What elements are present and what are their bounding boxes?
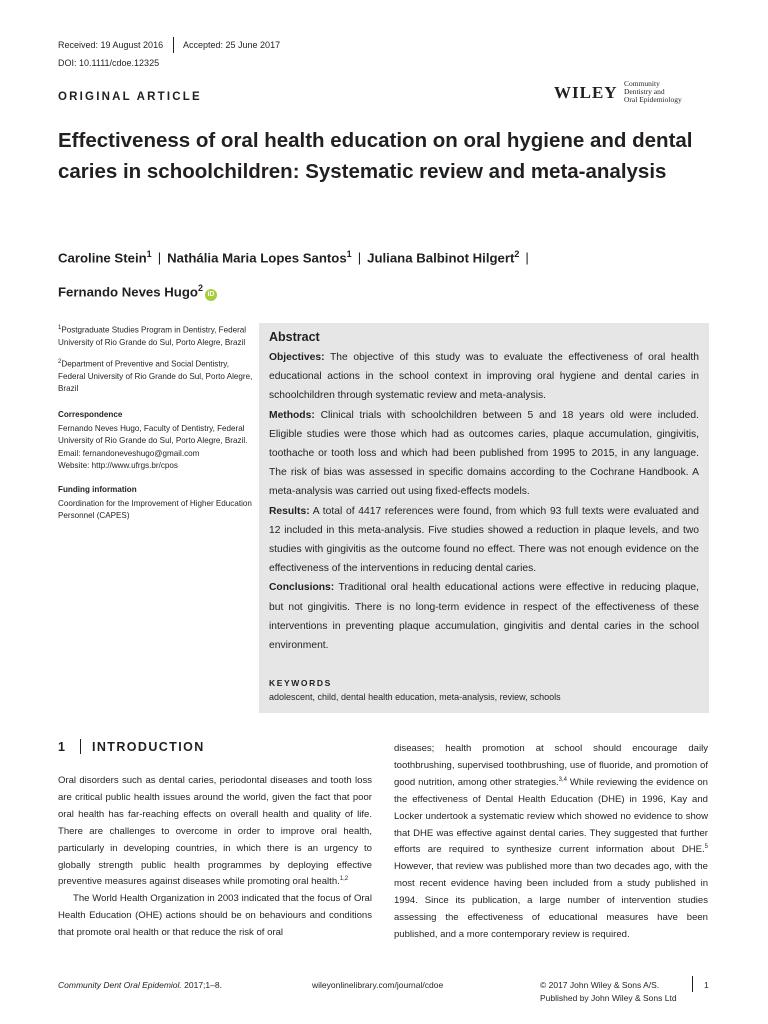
author-name[interactable]: Nathália Maria Lopes Santos [167, 250, 347, 266]
author-affiliation-mark: 1 [146, 249, 152, 259]
footer-volume: 2017;1–8. [184, 980, 222, 990]
section-divider [80, 739, 81, 754]
journal-logo-line: Oral Epidemiology [624, 95, 682, 104]
author-separator: | [357, 250, 362, 266]
accepted-date: Accepted: 25 June 2017 [183, 40, 281, 50]
author-separator: | [157, 250, 162, 266]
abstract-heading: Abstract [269, 330, 320, 344]
abstract-conclusions: Conclusions: Traditional oral health educational actions were effective in reducing plaque, but not gingivitis. There is no long-term evidence in respect of the effectiveness of these interventions in preventing plaque accumulation, gingivitis and dental caries in the school environment. [269, 582, 699, 652]
abstract-objectives: Objectives: The objective of this study was to evaluate the effectiveness of oral health educational actions in the school context in improving oral hygiene and dental caries in schoolchildren through systematic review and meta-analysis. [269, 352, 699, 402]
keywords-heading: KEYWORDS [269, 678, 332, 688]
journal-logo-line: Dentistry and [624, 87, 665, 96]
author-list [58, 239, 698, 308]
author-name[interactable]: Caroline Stein [58, 250, 147, 266]
correspondence-heading: Correspondence [58, 410, 123, 420]
journal-logo-line: Community [624, 79, 660, 88]
abstract-body [269, 348, 699, 655]
correspondence [58, 409, 258, 472]
wiley-logo: WILEY [554, 83, 618, 102]
affiliation-1: $^1$Postgraduate Studies Program in Dentistry, Federal University of Rio Grande do Sul, Porto Alegre, Brazil [58, 325, 247, 348]
keywords-list: adolescent, child, dental health education, meta-analysis, review, schools [269, 692, 561, 702]
abstract-methods: Methods: Clinical trials with schoolchildren between 5 and 18 years old were included. Eligible studies were those which had as outcomes caries, plaque accumulation, gingivitis, toothache or tooth loss and which had been published from 1995 to 2015, in any language. The risk of bias was assessed in specific domains according to the Cochrane Handbook. A meta-analysis was carried out using fixed-effects models. [269, 409, 699, 498]
intro-paragraph: Oral disorders such as dental caries, periodontal diseases and tooth loss are critical public health issues around the world, given the fact that poor oral health has far-reaching effects on overall health and quality of life. There are challenges to overcome in order to improve oral health, particularly in developing countries, in which there is an urgency to globally strength public health programmes by deploying effective preventive measures against diseases while promoting oral health.$^{1,2}$ [58, 775, 372, 888]
page-number: 1 [704, 980, 709, 990]
author-name[interactable]: Fernando Neves Hugo [58, 284, 198, 300]
footer-copyright: © 2017 John Wiley & Sons A/S. [540, 980, 660, 990]
correspondence-email[interactable]: Email: fernandoneveshugo@gmail.com [58, 448, 200, 458]
abstract-results: Results: A total of 4417 references were found, from which 93 full texts were evaluated and 12 included in this meta-analysis. Five studies showed a reduction in plaque levels, and two studies with gingivitis as the outcome found no effect. There was not enough evidence on the effectiveness of the interventions in reducing dental caries. [269, 505, 700, 575]
section-heading: INTRODUCTION [92, 740, 205, 754]
footer-divider [692, 976, 693, 992]
correspondence-website[interactable]: Website: http://www.ufrgs.br/cpos [58, 461, 178, 471]
doi: DOI: 10.1111/cdoe.12325 [58, 58, 160, 68]
funding-heading: Funding information [58, 485, 137, 495]
article-type: ORIGINAL ARTICLE [58, 91, 202, 103]
article-title: Effectiveness of oral health education on oral hygiene and dental caries in schoolchildren: Systematic review and meta-analysis [58, 129, 693, 183]
author-affiliation-mark: 2 [197, 283, 203, 294]
footer-journal: Community Dent Oral Epidemiol. [58, 980, 182, 990]
footer-url[interactable]: wileyonlinelibrary.com/journal/cdoe [312, 980, 444, 990]
citation-ref[interactable]: 3,4 [558, 776, 567, 783]
funding-text: Coordination for the Improvement of Higher Education Personnel (CAPES) [58, 498, 252, 521]
author-affiliation-mark: 2 [514, 249, 520, 259]
citation-ref[interactable]: 1,2 [339, 876, 349, 883]
intro-column-left [58, 773, 372, 942]
author-separator: | [525, 250, 529, 266]
footer-publisher: Published by John Wiley & Sons Ltd [540, 993, 677, 1003]
intro-paragraph-continued: diseases; health promotion at school should encourage daily toothbrushing, supervised toothbrushing, use of fluoride, and promotion of good nutrition, among other strategies.$^{3,4}$ While reviewing the evidence on the effectiveness of Dental Health Education (DHE) in 1996, Kay and Locker undertook a systematic review which showed no evidence to show that DHE was effective against dental caries. They suggested that further efforts are required to synthesize current information about DHE.$^5$ However, that review was published more than two decades ago, with the most recent evidence having been included from a study published in 1994. Since its publication, a large number of intervention studies assessing the effectiveness of educational measures have been published, and a more contemporary review is required. [394, 743, 708, 940]
journal-logo [624, 80, 682, 104]
author-affiliation-mark: 1 [346, 249, 352, 259]
affiliation-2: $^2$Department of Preventive and Social Dentistry, Federal University of Rio Grande do Sul, Porto Alegre, Brazil [58, 358, 253, 393]
section-number: 1 [58, 740, 67, 754]
header-divider [173, 37, 174, 53]
author-name[interactable]: Juliana Balbinot Hilgert [367, 250, 515, 266]
intro-column-right [394, 741, 708, 944]
received-date: Received: 19 August 2016 [58, 40, 164, 50]
orcid-icon[interactable]: iD [205, 289, 217, 301]
citation-ref[interactable]: 5 [704, 844, 708, 851]
footer-citation [58, 980, 222, 990]
correspondence-address: Fernando Neves Hugo, Faculty of Dentistry, Federal University of Rio Grande do Sul, Porto Alegre, Brazil. [58, 423, 248, 446]
intro-paragraph: The World Health Organization in 2003 indicated that the focus of Oral Health Education (OHE) actions should be on behaviours and conditions that promote oral health or that reduce the risk of oral [58, 893, 372, 939]
funding-info [58, 484, 258, 522]
article-info-sidebar [58, 322, 258, 529]
